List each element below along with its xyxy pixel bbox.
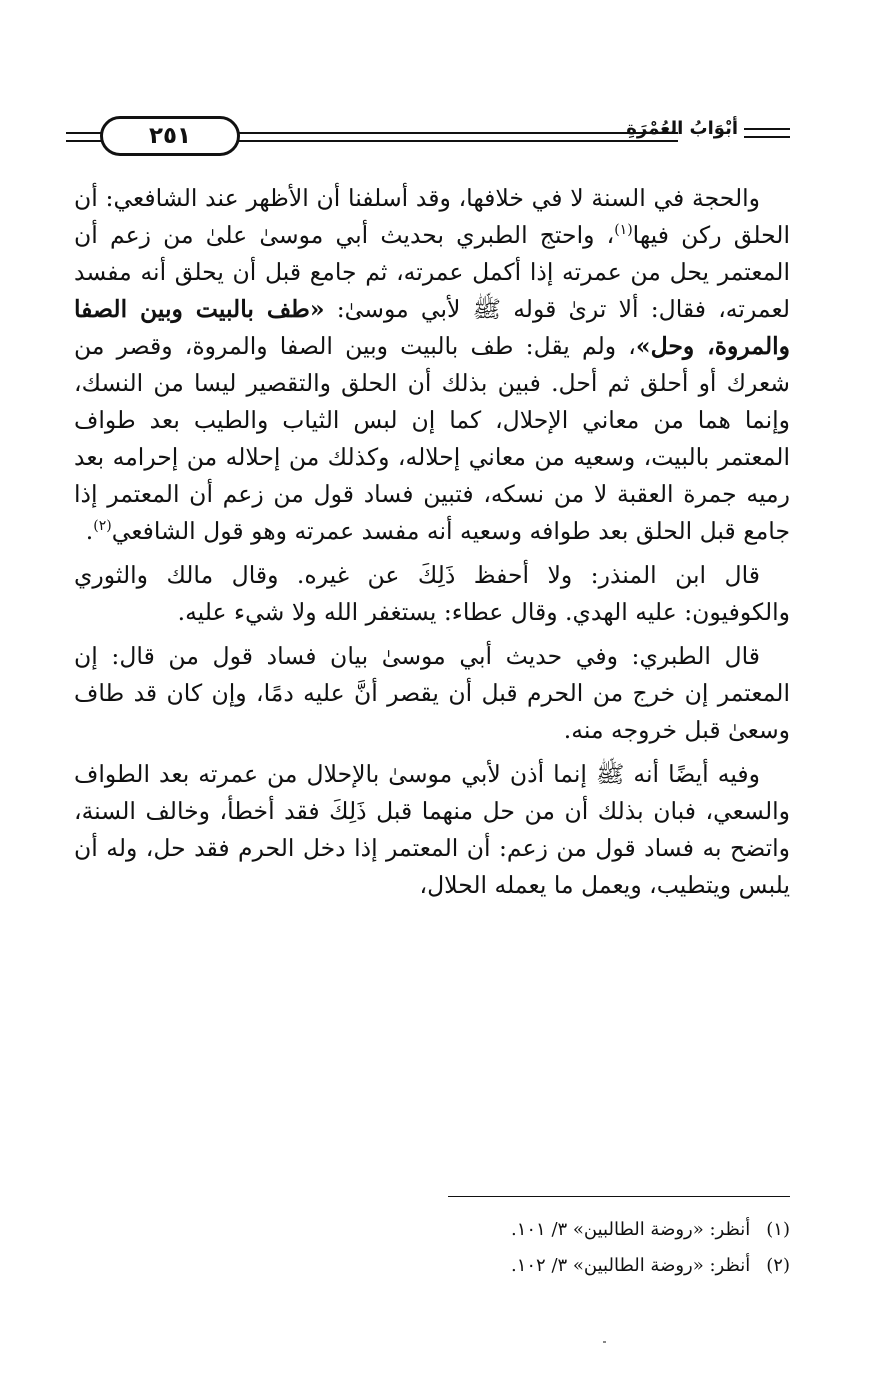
paragraph-1 — [74, 180, 790, 550]
footnote-2-number: (٢) — [766, 1255, 790, 1276]
paragraph-1-end: . — [85, 517, 94, 545]
footnote-1 — [300, 1212, 790, 1248]
paragraph-3: قال الطبري: وفي حديث أبي موسىٰ بيان فساد قول من قال: إن المعتمر إن خرج من الحرم قبل أن يقصر أنَّ عليه دمًا، وإن كان قد طاف وسعىٰ قبل خروجه منه. — [74, 642, 790, 744]
paragraph-2: قال ابن المنذر: ولا أحفظ ذَلِكَ عن غيره. وقال مالك والثوري والكوفيون: عليه الهدي. وقال عطاء: يستغفر الله ولا شيء عليه. — [74, 561, 790, 626]
paragraph-1-text-b: ، واحتج الطبري بحديث أبي موسىٰ علىٰ من زعم أن المعتمر يحل من عمرته إذا أكمل عمرته، ثم جامع قبل أن يحلق أنه مفسد لعمرته، فقال: ألا ترىٰ قوله ﷺ لأبي موسىٰ: — [74, 221, 790, 323]
footnote-1-text: أنظر: «روضة الطالبين» ٣/ ١٠١. — [510, 1219, 751, 1240]
footnote-2 — [300, 1248, 790, 1284]
page-number: ٢٥١ — [100, 116, 240, 156]
paragraph-4: وفيه أيضًا أنه ﷺ إنما أذن لأبي موسىٰ بالإحلال من عمرته بعد الطواف والسعي، فبان بذلك أن من حل منهما قبل ذَلِكَ فقد أخطأ، وخالف السنة، واتضح به فساد قول من زعم: أن المعتمر إذا دخل الحرم فقد حل، وله أن يلبس ويتطيب، ويعمل ما يعمله الحلال، — [74, 760, 790, 899]
scan-speck — [603, 1341, 606, 1343]
footnote-2-text: أنظر: «روضة الطالبين» ٣/ ١٠٢. — [510, 1255, 751, 1276]
header-rule-center-top — [238, 132, 678, 134]
footnote-1-number: (١) — [766, 1219, 790, 1240]
paragraph-1-text-a: والحجة في السنة لا في خلافها، وقد أسلفنا أن الأظهر عند الشافعي: أن الحلق ركن فيها — [74, 184, 790, 249]
footnotes — [300, 1212, 790, 1284]
footnote-ref-2: (٢) — [93, 518, 112, 535]
page-header — [66, 116, 790, 160]
hadith-quote: «طف بالبيت وبين الصفا والمروة، وحل» — [74, 295, 790, 360]
header-rule-right-bottom — [744, 136, 790, 138]
footnote-ref-1: (١) — [614, 222, 633, 239]
header-rule-center-bottom — [238, 140, 678, 142]
running-title: أبْوَابُ العُمْرَةِ — [626, 118, 738, 139]
paragraph-1-text-c: ، ولم يقل: طف بالبيت وبين الصفا والمروة، وقصر من شعرك أو أحلق ثم أحل. فبين بذلك أن الحلق والتقصير ليسا من النسك، وإنما هما من معاني الإحلال، كما إن لبس الثياب والطيب بعد طواف المعتمر بالبيت، وسعيه من معاني إحلاله، وكذلك من إحلاله من إحرامه بعد رميه جمرة العقبة لا من نسكه، فتبين فساد قول من زعم أن المعتمر إذا جامع قبل الحلق بعد طوافه وسعيه أنه مفسد عمرته وهو قول الشافعي — [74, 332, 790, 545]
body-text — [74, 180, 790, 911]
footnote-separator — [448, 1196, 790, 1197]
header-rule-right-top — [744, 128, 790, 130]
